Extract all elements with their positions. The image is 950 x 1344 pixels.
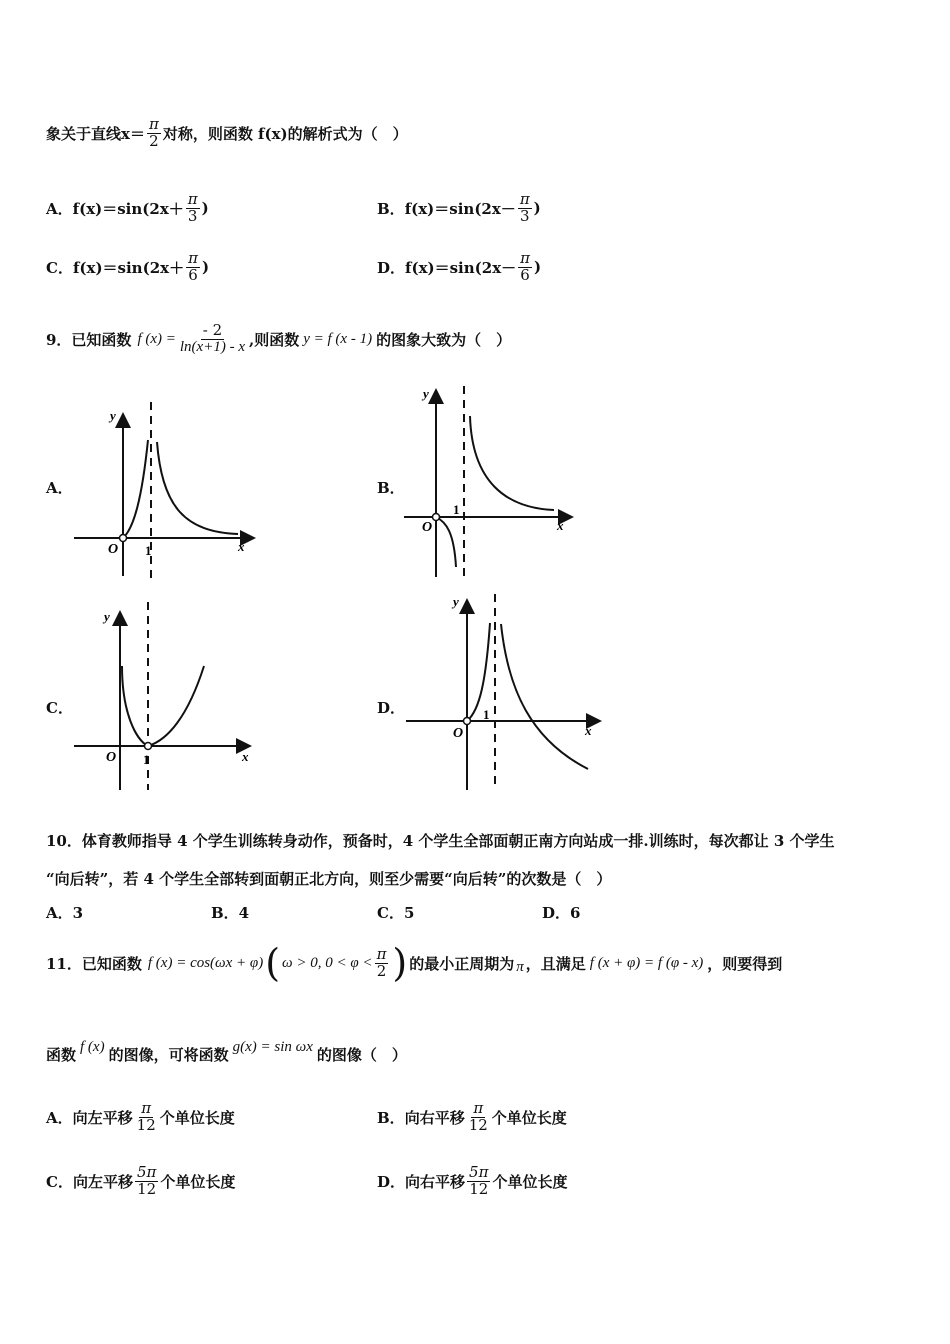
option-label: B． bbox=[377, 199, 405, 218]
frac-den: 6 bbox=[520, 265, 530, 284]
q9-option-a-label[interactable]: A． bbox=[46, 479, 73, 497]
x-label: x bbox=[585, 723, 592, 738]
curve-left bbox=[436, 517, 456, 567]
q11-option-b[interactable] bbox=[377, 1096, 567, 1138]
option-text: 向右平移 bbox=[404, 1108, 465, 1127]
curve-left bbox=[123, 440, 148, 538]
option-text: f(x)＝sin(2x＋ bbox=[72, 199, 184, 218]
option-text: f(x)＝sin(2x＋ bbox=[72, 258, 185, 277]
q10-option-b[interactable]: B．4 bbox=[211, 904, 250, 922]
frac-den: 12 bbox=[137, 1179, 157, 1198]
q8-stem bbox=[46, 108, 408, 158]
q9-frac-den: ln(x+1) - x bbox=[179, 338, 245, 355]
option-text: 向左平移 bbox=[72, 1172, 133, 1191]
q11-paren-close: ) bbox=[392, 941, 408, 985]
q9-number: 9．已知函数 bbox=[46, 330, 132, 349]
q10-option-a[interactable]: A．3 bbox=[46, 904, 84, 922]
frac-den: 3 bbox=[519, 206, 530, 225]
q8-stem-frac-num: π bbox=[148, 114, 159, 133]
origin-label: O bbox=[108, 542, 119, 557]
q9-option-b-label[interactable]: B． bbox=[377, 479, 405, 497]
curve-left bbox=[122, 666, 148, 746]
option-label: D． bbox=[377, 1172, 406, 1191]
x-label: x bbox=[557, 518, 564, 533]
y-label: y bbox=[104, 609, 110, 624]
origin-point bbox=[464, 718, 471, 725]
q10-option-d[interactable]: D．6 bbox=[542, 904, 581, 922]
graph-b bbox=[396, 382, 581, 582]
option-label: D． bbox=[377, 258, 406, 277]
q8-stem-fraction bbox=[147, 114, 161, 150]
option-text: f(x)＝sin(2x－ bbox=[404, 199, 516, 218]
frac-num: π bbox=[520, 248, 530, 267]
q9-tail: 的图象大致为（ ） bbox=[376, 330, 512, 349]
q8-stem-frac-den: 2 bbox=[149, 131, 159, 150]
curve-right bbox=[501, 624, 588, 769]
q11-mid1: 的最小正周期为 bbox=[409, 954, 515, 973]
origin-label: O bbox=[453, 726, 464, 741]
option-fraction bbox=[135, 1162, 158, 1198]
graph-a bbox=[66, 398, 266, 583]
q8-option-a[interactable] bbox=[46, 188, 209, 228]
q10-line2: “向后转”，若 4 个学生全部转到面朝正北方向，则至少需要“向后转”的次数是（ ） bbox=[46, 870, 612, 888]
y-label: y bbox=[423, 386, 429, 401]
option-text-post: ) bbox=[534, 258, 542, 276]
origin-point bbox=[120, 535, 127, 542]
q8-option-c[interactable] bbox=[46, 247, 209, 287]
curve-right bbox=[470, 416, 554, 510]
option-text-post: ) bbox=[201, 199, 209, 217]
option-label: B． bbox=[377, 1108, 405, 1127]
q11-pi: π bbox=[516, 958, 524, 975]
q9-stem bbox=[46, 314, 511, 364]
q11-tail1: ，则要得到 bbox=[707, 954, 783, 973]
tick-label: 1 bbox=[483, 707, 490, 722]
option-label: C． bbox=[46, 258, 73, 277]
q11-line2-gx: g(x) = sin ωx bbox=[232, 1038, 313, 1055]
option-fraction bbox=[186, 189, 200, 225]
option-text-post: 个单位长度 bbox=[159, 1108, 235, 1127]
y-label: y bbox=[453, 594, 459, 609]
q9-fraction bbox=[178, 320, 247, 356]
q9-frac-num: - 2 bbox=[202, 320, 223, 339]
q11-cond: ω > 0, 0 < φ < bbox=[282, 954, 373, 971]
frac-num: π bbox=[187, 189, 198, 208]
q11-mid2: ，且满足 bbox=[525, 954, 586, 973]
frac-den: 6 bbox=[188, 265, 198, 284]
origin-point bbox=[433, 514, 440, 521]
q11-fx: f (x) = cos(ωx + φ) bbox=[147, 954, 264, 971]
option-fraction bbox=[518, 189, 532, 225]
tick-point bbox=[145, 743, 152, 750]
q11-cond-fraction bbox=[375, 944, 389, 980]
q11-paren-open: ( bbox=[265, 941, 281, 985]
frac-num: π bbox=[473, 1098, 484, 1117]
curve-right bbox=[148, 666, 204, 746]
q11-line2-b: 的图像，可将函数 bbox=[108, 1045, 229, 1064]
x-label: x bbox=[238, 539, 245, 554]
option-fraction bbox=[186, 248, 200, 284]
frac-num: π bbox=[519, 189, 530, 208]
q9-option-c-label[interactable]: C． bbox=[46, 699, 73, 717]
option-text-post: ) bbox=[201, 258, 210, 276]
q9-fx: f (x) = bbox=[137, 330, 176, 347]
q10-option-c[interactable]: C．5 bbox=[377, 904, 415, 922]
q9-yexpr: y = f (x - 1) bbox=[303, 330, 373, 347]
option-text-post: ) bbox=[533, 199, 541, 217]
option-text-post: 个单位长度 bbox=[491, 1108, 567, 1127]
frac-den: 12 bbox=[469, 1179, 489, 1198]
option-text-post: 个单位长度 bbox=[492, 1172, 568, 1191]
option-fraction bbox=[467, 1162, 490, 1198]
curve-right bbox=[157, 442, 238, 534]
origin-label: O bbox=[422, 520, 433, 535]
q9-option-d-label[interactable]: D． bbox=[377, 699, 406, 717]
frac-den: 12 bbox=[468, 1115, 488, 1134]
frac-num: π bbox=[188, 248, 198, 267]
q9-mid: ,则函数 bbox=[248, 330, 300, 349]
q8-option-b[interactable] bbox=[377, 188, 541, 228]
q11-number: 11．已知函数 bbox=[46, 954, 142, 973]
frac-den: 3 bbox=[187, 206, 198, 225]
q11-line2-a: 函数 bbox=[46, 1045, 77, 1064]
q8-stem-x: x＝ bbox=[121, 124, 145, 143]
graph-d bbox=[396, 590, 606, 795]
option-label: A． bbox=[46, 1108, 73, 1127]
q8-stem-text-a: 象关于直线 bbox=[46, 124, 122, 143]
graph-c bbox=[66, 598, 266, 793]
tick-label: 1 bbox=[453, 502, 460, 517]
frac-den: 12 bbox=[136, 1115, 156, 1134]
option-fraction bbox=[135, 1098, 158, 1134]
y-label: y bbox=[110, 408, 116, 423]
q11-line2-fx: f (x) bbox=[80, 1038, 105, 1055]
frac-num: 5π bbox=[469, 1162, 489, 1181]
tick-label: 1 bbox=[145, 543, 152, 558]
q10-line1: 10．体育教师指导 4 个学生训练转身动作，预备时，4 个学生全部面朝正南方向站成一排.训练时，每次都让 3 个学生 bbox=[46, 832, 835, 850]
option-text-post: 个单位长度 bbox=[160, 1172, 236, 1191]
q11-option-c[interactable] bbox=[46, 1156, 235, 1206]
q11-option-a[interactable] bbox=[46, 1096, 235, 1138]
q8-option-d[interactable] bbox=[377, 247, 541, 287]
frac-den: 2 bbox=[376, 961, 387, 980]
q11-option-d[interactable] bbox=[377, 1156, 567, 1206]
frac-num: 5π bbox=[136, 1162, 157, 1181]
q11-line2-c: 的图像（ ） bbox=[316, 1045, 407, 1064]
x-label: x bbox=[242, 749, 249, 764]
option-label: A． bbox=[46, 199, 73, 218]
q8-stem-text-b: 对称，则函数 f(x)的解析式为（ ） bbox=[162, 124, 408, 143]
q11-eq: f (x + φ) = f (φ - x) bbox=[589, 954, 704, 971]
option-fraction bbox=[467, 1098, 490, 1134]
option-text: 向左平移 bbox=[72, 1108, 133, 1127]
origin-label: O bbox=[106, 750, 117, 765]
option-label: C． bbox=[46, 1172, 73, 1191]
frac-num: π bbox=[376, 944, 387, 963]
option-text: f(x)＝sin(2x－ bbox=[405, 258, 517, 277]
option-text: 向右平移 bbox=[405, 1172, 466, 1191]
q11-line2 bbox=[46, 1034, 407, 1074]
tick-label: 1 bbox=[143, 752, 150, 767]
frac-num: π bbox=[141, 1098, 152, 1117]
q11-line1 bbox=[46, 936, 782, 990]
option-fraction bbox=[518, 248, 532, 284]
